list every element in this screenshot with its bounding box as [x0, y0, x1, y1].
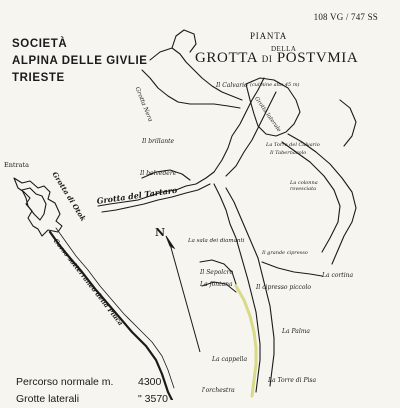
map-title-della: DELLA	[271, 45, 297, 53]
legend	[16, 374, 169, 408]
label-cortina: La cortina	[322, 272, 354, 279]
right-branch-2	[282, 142, 340, 252]
piuca-river-bank	[56, 228, 174, 388]
grotta-nera-branch	[172, 30, 196, 52]
label-grotta-nera: Grotta Nera	[133, 86, 154, 123]
society-line-2: ALPINA DELLE GIVLIE	[12, 55, 148, 67]
grotta-nera-passage-2	[142, 70, 240, 108]
label-cipresso-piccolo: Il cipresso piccolo	[256, 284, 312, 291]
label-torre-pisa: La Torre di Pisa	[268, 377, 317, 384]
legend-lateral-value: " 3570	[138, 393, 169, 405]
catalog-number: 108 VG / 747 SS	[313, 12, 378, 22]
north-label: N	[155, 226, 166, 239]
label-il-brillante: Il brillante	[142, 138, 175, 145]
label-la-palma: La Palma	[282, 328, 310, 335]
map-title-postumia: POSTVMIA	[276, 50, 359, 66]
label-corso-piuca: Corso sotterraneo della Piuca	[51, 237, 125, 328]
map-title-pianta: PIANTA	[250, 31, 288, 41]
map-title-grotta: GROTTA	[195, 50, 258, 66]
legend-lateral-label: Grotte laterali	[16, 393, 80, 405]
label-la-cappella: La cappella	[212, 356, 248, 363]
north-arrow	[166, 236, 200, 352]
label-colonna: La colonna rovesciata	[290, 180, 318, 192]
label-sala-diamanti: La sala dei diamanti	[188, 238, 245, 244]
legend-row-normal	[16, 374, 162, 391]
label-grotta-tartaro: Grotta del Tartaro	[96, 184, 178, 206]
label-grotta-otok: Grotta di Otok	[50, 170, 89, 223]
label-fontana: La fontana	[200, 281, 233, 288]
label-calvario-note: (culmine alto 45 m)	[250, 82, 300, 88]
label-belvedere: Il belvedere	[140, 170, 177, 177]
label-torre-calvario: La Torre del Calvario	[266, 142, 320, 148]
map-title-di: DI	[261, 54, 273, 64]
label-tabernacolo: Il Tabernacolo	[270, 150, 307, 156]
society-line-3: TRIESTE	[12, 72, 65, 84]
right-spur	[340, 100, 356, 146]
label-orchestra: l'orchestra	[202, 387, 235, 394]
otok-cave-outline	[14, 178, 62, 236]
legend-normal-value: 4300	[138, 376, 162, 388]
label-entrata: Entrata	[4, 161, 30, 169]
society-line-1: SOCIETÀ	[12, 38, 68, 50]
label-il-calvario: Il Calvario	[216, 82, 248, 89]
label-sepolcro: Il Sepolcro	[200, 269, 234, 276]
label-grande-cipresso: Il grande cipresso	[262, 250, 308, 256]
legend-normal-label: Percorso normale m.	[16, 376, 114, 388]
label-grotta-laterale: Grotta laterale	[253, 96, 282, 134]
cortina-passage	[262, 262, 322, 276]
tourist-route	[236, 286, 256, 396]
